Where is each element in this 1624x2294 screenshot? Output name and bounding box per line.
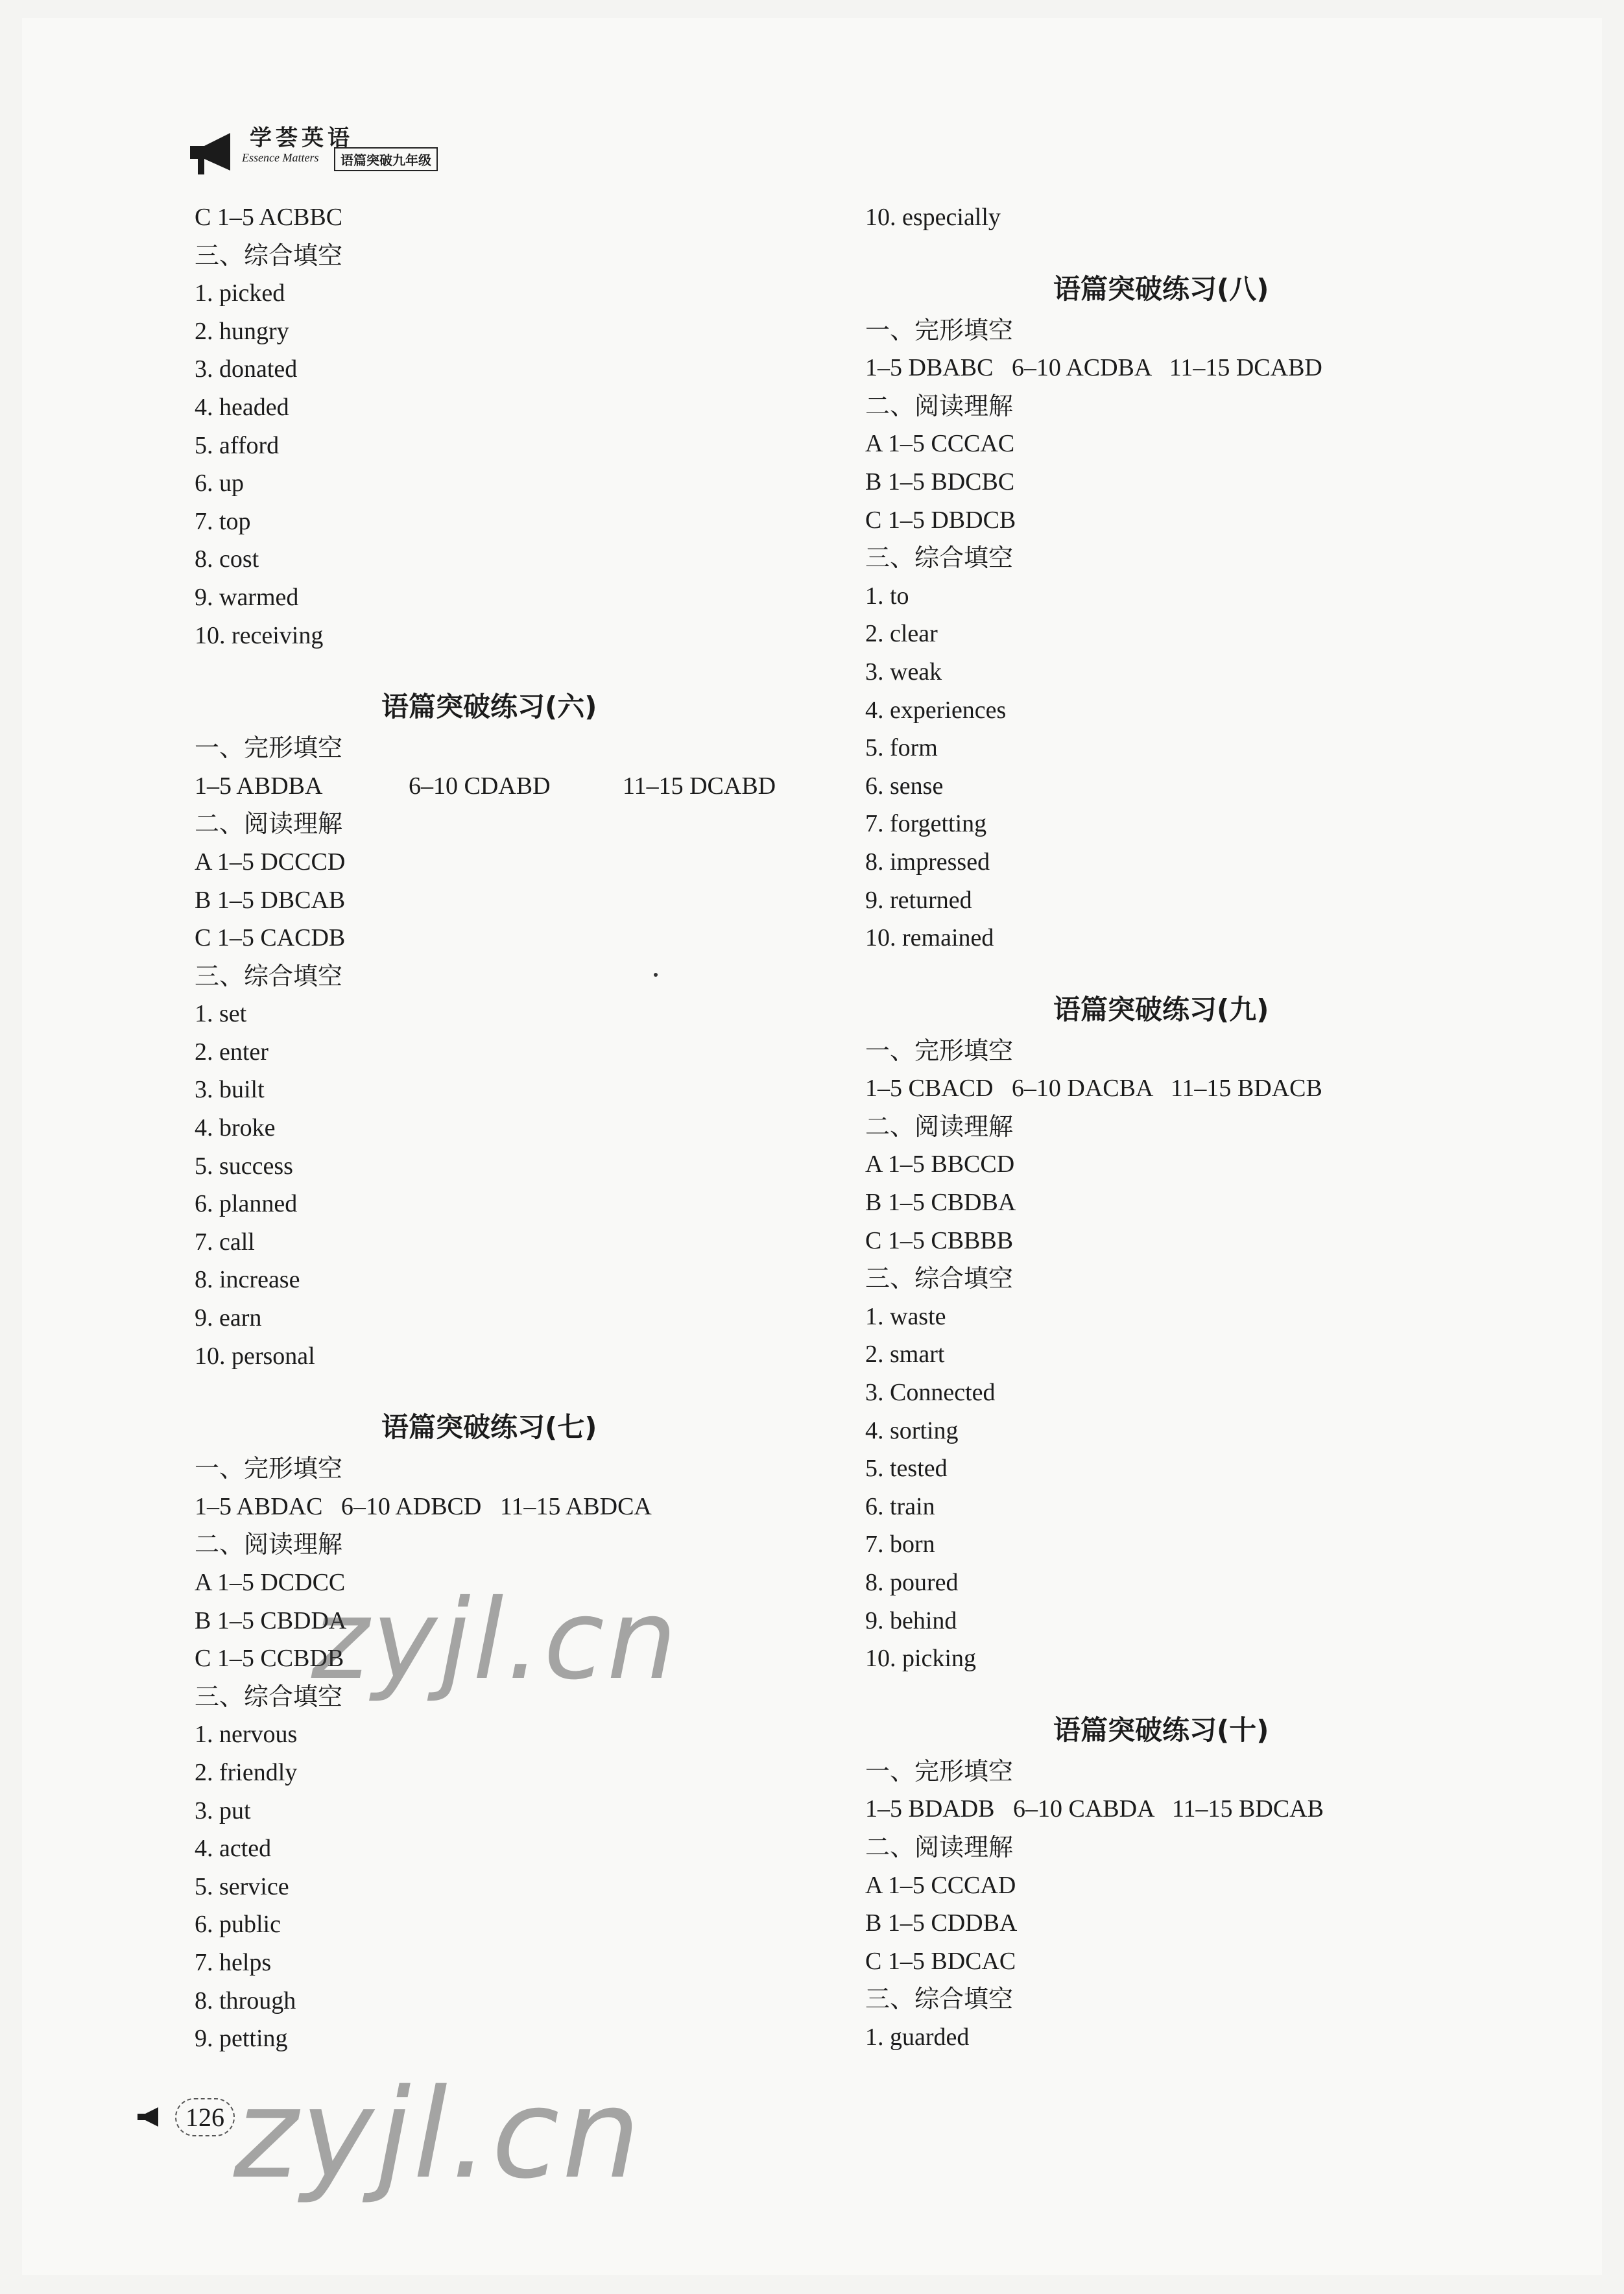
brand-chinese: 学荟英语 bbox=[250, 125, 353, 151]
question-type-heading: 一、完形填空 bbox=[195, 734, 343, 763]
answer-line: 7. helps bbox=[195, 1948, 272, 1976]
question-type-heading: 一、完形填空 bbox=[865, 1036, 1014, 1065]
answer-line: 10. receiving bbox=[195, 621, 324, 649]
answer-line: A 1–5 DCDCC bbox=[195, 1569, 346, 1596]
section-gap bbox=[195, 654, 843, 685]
answer-line: 1–5 ABDAC 6–10 ADBCD 11–15 ABDCA bbox=[195, 1492, 652, 1520]
section-title: 语篇突破练习(七) bbox=[381, 1411, 597, 1444]
answer-line: 2. enter bbox=[195, 1038, 269, 1066]
answer-line: C 1–5 CBBBB bbox=[865, 1226, 1014, 1254]
answer-line: 7. top bbox=[195, 507, 251, 535]
answer-line: 7. call bbox=[195, 1228, 255, 1256]
answer-line: 4. experiences bbox=[865, 696, 1007, 724]
answer-line: 2. friendly bbox=[195, 1758, 298, 1786]
section-gap bbox=[865, 1678, 1514, 1708]
answer-line: 1. picked bbox=[195, 280, 285, 307]
watermark-text: zyjl.cn bbox=[311, 1576, 680, 1704]
section-title: 语篇突破练习(八) bbox=[1053, 272, 1269, 305]
answer-line: 6. planned bbox=[195, 1190, 298, 1218]
answer-line: 1–5 BDADB 6–10 CABDA 11–15 BDCAB bbox=[865, 1795, 1324, 1823]
question-type-heading: 二、阅读理解 bbox=[195, 809, 343, 839]
answer-line: 6. sense bbox=[865, 772, 944, 800]
question-type-heading: 三、综合填空 bbox=[865, 1985, 1014, 2014]
question-type-heading: 三、综合填空 bbox=[195, 1682, 343, 1711]
answer-line: 6. up bbox=[195, 470, 244, 497]
answer-line: 8. cost bbox=[195, 545, 259, 573]
question-type-heading: 三、综合填空 bbox=[195, 961, 343, 990]
answer-line: 4. headed bbox=[195, 393, 289, 421]
section-gap bbox=[195, 1375, 843, 1405]
answer-line: 5. form bbox=[865, 734, 938, 762]
answer-line: 1. nervous bbox=[195, 1721, 298, 1749]
answer-line: 1. to bbox=[865, 582, 909, 610]
answer-line: 4. broke bbox=[195, 1114, 276, 1142]
book-label: 语篇突破九年级 bbox=[334, 147, 438, 171]
answer-group: 11–15 DCABD bbox=[623, 772, 776, 800]
question-type-heading: 二、阅读理解 bbox=[865, 391, 1014, 420]
answer-line: B 1–5 BDCBC bbox=[865, 468, 1015, 496]
answer-line: 3. weak bbox=[865, 658, 942, 686]
answer-line: 9. warmed bbox=[195, 583, 299, 611]
question-type-heading: 三、综合填空 bbox=[865, 1264, 1014, 1293]
answer-line: B 1–5 CBDBA bbox=[865, 1189, 1016, 1217]
answer-line: 6. train bbox=[865, 1492, 935, 1520]
question-type-heading: 三、综合填空 bbox=[195, 241, 343, 270]
question-type-heading: 一、完形填空 bbox=[865, 315, 1014, 344]
megaphone-small-icon bbox=[136, 2107, 165, 2127]
answer-line bbox=[195, 767, 843, 806]
answer-line: 1. set bbox=[195, 1000, 247, 1028]
left-answer-column bbox=[195, 198, 843, 2058]
answer-line: C 1–5 CCBDB bbox=[195, 1645, 344, 1673]
answer-line: C 1–5 DBDCB bbox=[865, 506, 1016, 534]
answer-line: C 1–5 CACDB bbox=[195, 924, 346, 952]
answer-line: A 1–5 BBCCD bbox=[865, 1151, 1015, 1178]
answer-line: C 1–5 BDCAC bbox=[865, 1947, 1016, 1975]
answer-line: 3. put bbox=[195, 1797, 251, 1824]
answer-line: 4. sorting bbox=[865, 1416, 959, 1444]
answer-line: 9. earn bbox=[195, 1304, 262, 1332]
question-type-heading: 二、阅读理解 bbox=[865, 1112, 1014, 1141]
answer-line: A 1–5 DCCCD bbox=[195, 848, 346, 876]
answer-line: 9. petting bbox=[195, 2025, 288, 2053]
question-type-heading: 二、阅读理解 bbox=[865, 1832, 1014, 1861]
answer-line: 7. forgetting bbox=[865, 810, 987, 838]
stray-dot bbox=[654, 973, 658, 977]
answer-line: 3. donated bbox=[195, 355, 298, 383]
answer-line: 3. built bbox=[195, 1076, 265, 1104]
answer-line: 1–5 CBACD 6–10 DACBA 11–15 BDACB bbox=[865, 1075, 1322, 1103]
section-title: 语篇突破练习(六) bbox=[381, 691, 597, 723]
answer-line: 1. guarded bbox=[865, 2023, 970, 2051]
answer-line: 10. especially bbox=[865, 204, 1001, 231]
answer-line: B 1–5 CDDBA bbox=[865, 1909, 1018, 1937]
question-type-heading: 一、完形填空 bbox=[195, 1454, 343, 1483]
answer-line: B 1–5 CBDDA bbox=[195, 1607, 347, 1634]
answer-line: 2. smart bbox=[865, 1341, 945, 1368]
answer-line: 10. remained bbox=[865, 924, 994, 952]
answer-line: 1–5 DBABC 6–10 ACDBA 11–15 DCABD bbox=[865, 354, 1322, 382]
answer-line: 4. acted bbox=[195, 1835, 272, 1863]
megaphone-icon bbox=[185, 132, 243, 177]
answer-line: 6. public bbox=[195, 1911, 281, 1939]
answer-line: 2. hungry bbox=[195, 317, 289, 345]
question-type-heading: 三、综合填空 bbox=[865, 544, 1014, 573]
answer-line: 8. poured bbox=[865, 1569, 959, 1596]
right-answer-column bbox=[865, 198, 1514, 2057]
page-number: 126 bbox=[175, 2098, 235, 2136]
answer-group: 1–5 ABDBA bbox=[195, 772, 323, 800]
answer-line: 2. clear bbox=[865, 620, 938, 648]
answer-line: 5. tested bbox=[865, 1455, 948, 1483]
answer-line: A 1–5 CCCAD bbox=[865, 1871, 1016, 1899]
answer-line: 7. born bbox=[865, 1531, 935, 1559]
book-header bbox=[185, 120, 457, 191]
section-title: 语篇突破练习(十) bbox=[1053, 1714, 1269, 1746]
answer-line: 8. through bbox=[195, 1987, 296, 2014]
answer-line: B 1–5 DBCAB bbox=[195, 886, 346, 914]
answer-line: 8. impressed bbox=[865, 848, 990, 876]
answer-line: 10. personal bbox=[195, 1342, 315, 1370]
answer-line: 8. increase bbox=[195, 1266, 300, 1294]
answer-line: 5. success bbox=[195, 1152, 293, 1180]
answer-line: 10. picking bbox=[865, 1645, 976, 1673]
section-title: 语篇突破练习(九) bbox=[1053, 993, 1269, 1025]
answer-line: 9. returned bbox=[865, 886, 972, 914]
section-gap bbox=[865, 957, 1514, 988]
question-type-heading: 二、阅读理解 bbox=[195, 1530, 343, 1559]
answer-line: 3. Connected bbox=[865, 1379, 996, 1407]
answer-group: 6–10 CDABD bbox=[409, 772, 551, 800]
question-type-heading: 一、完形填空 bbox=[865, 1756, 1014, 1786]
answer-line: 9. behind bbox=[865, 1607, 957, 1634]
brand-english: Essence Matters bbox=[242, 151, 319, 164]
answer-line: 5. afford bbox=[195, 431, 280, 459]
watermark-text-bottom: zyjl.cn bbox=[233, 2062, 643, 2206]
answer-line: 1. waste bbox=[865, 1302, 946, 1330]
answer-line: C 1–5 ACBBC bbox=[195, 204, 343, 231]
answer-line: 5. service bbox=[195, 1872, 289, 1900]
section-gap bbox=[865, 237, 1514, 267]
answer-line: A 1–5 CCCAC bbox=[865, 430, 1015, 458]
